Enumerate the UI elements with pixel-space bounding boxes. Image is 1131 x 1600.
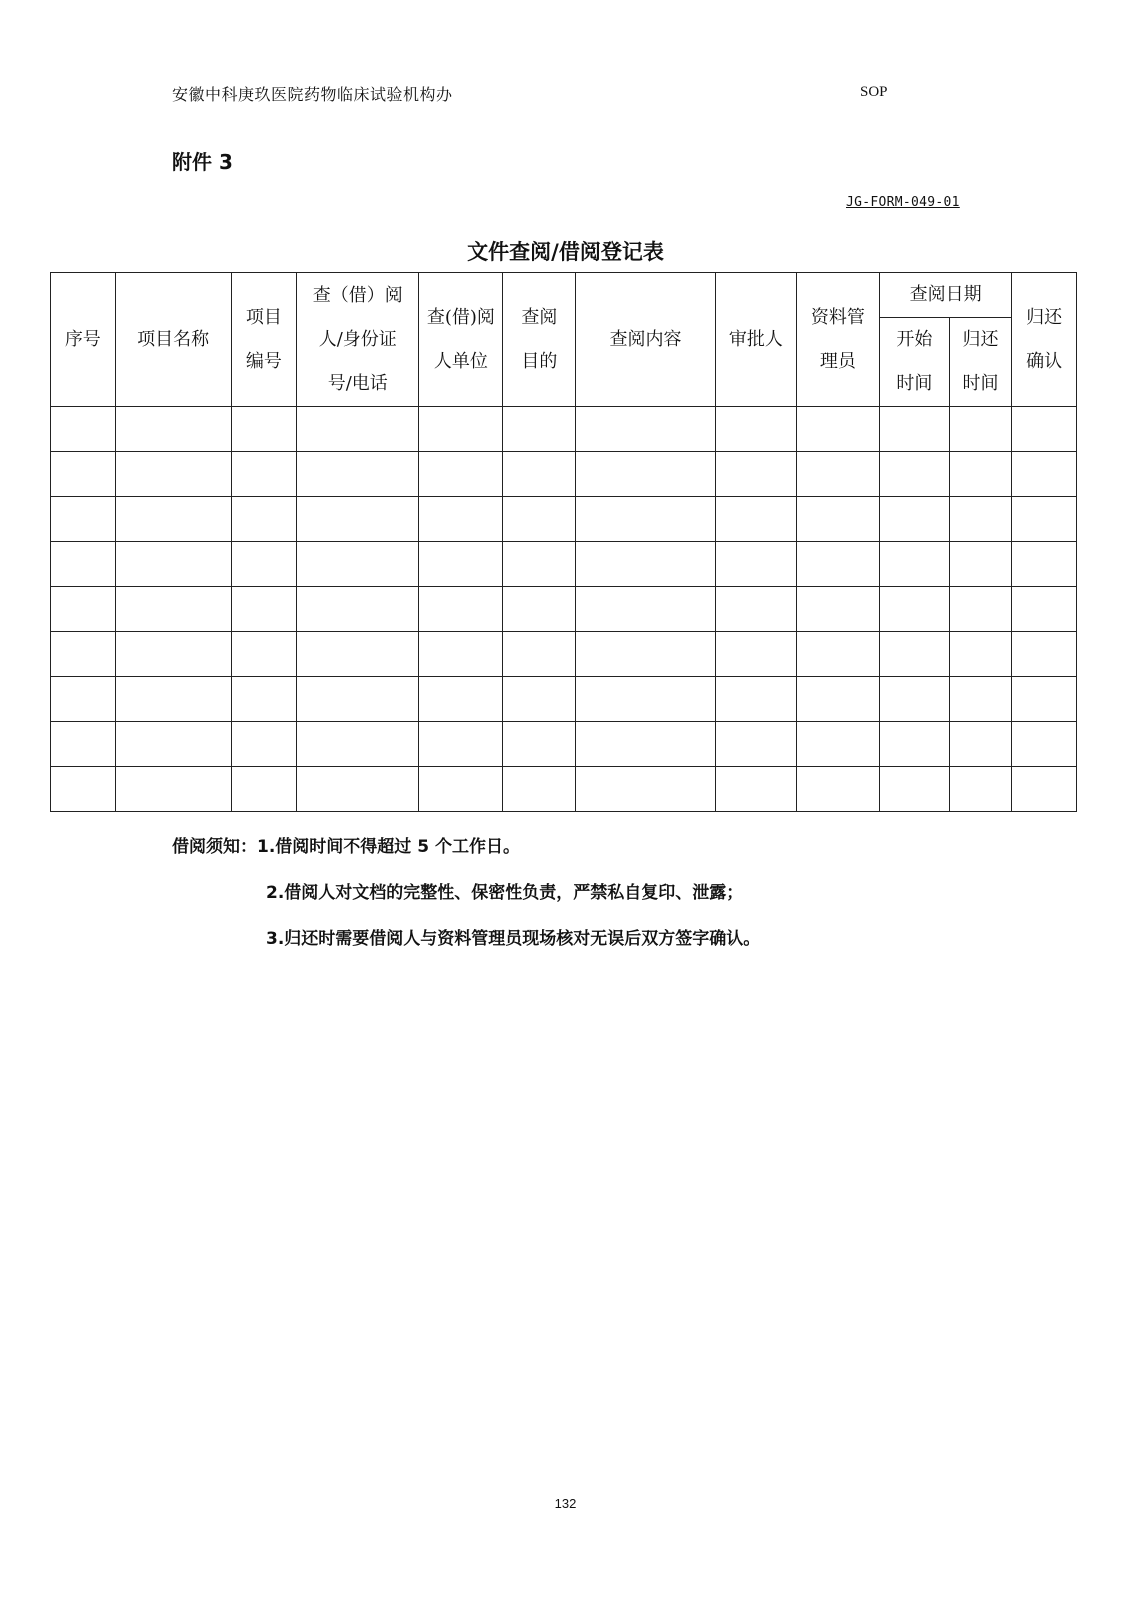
- table-cell[interactable]: [115, 767, 231, 812]
- notes-prefix: 借阅须知：: [172, 837, 257, 857]
- table-cell[interactable]: [115, 587, 231, 632]
- table-cell[interactable]: [419, 767, 503, 812]
- table-cell[interactable]: [231, 677, 297, 722]
- table-row: [51, 767, 1077, 812]
- table-row: [51, 587, 1077, 632]
- table-cell[interactable]: [796, 767, 879, 812]
- table-cell[interactable]: [297, 632, 419, 677]
- table-cell[interactable]: [715, 632, 796, 677]
- table-cell[interactable]: [419, 677, 503, 722]
- table-cell[interactable]: [503, 497, 576, 542]
- table-cell[interactable]: [231, 542, 297, 587]
- table-cell[interactable]: [715, 497, 796, 542]
- table-cell[interactable]: [1012, 722, 1077, 767]
- table-cell[interactable]: [796, 677, 879, 722]
- table-cell[interactable]: [419, 587, 503, 632]
- table-cell[interactable]: [715, 587, 796, 632]
- notes-line-1: [172, 832, 760, 878]
- form-code: JG-FORM-049-01: [846, 195, 960, 210]
- table-cell[interactable]: [51, 497, 116, 542]
- table-cell[interactable]: [949, 677, 1012, 722]
- table-cell[interactable]: [297, 452, 419, 497]
- table-cell[interactable]: [115, 452, 231, 497]
- table-cell[interactable]: [576, 407, 716, 452]
- table-cell[interactable]: [949, 767, 1012, 812]
- table-row: [51, 452, 1077, 497]
- table-cell[interactable]: [231, 452, 297, 497]
- table-cell[interactable]: [879, 722, 949, 767]
- table-cell[interactable]: [715, 677, 796, 722]
- table-cell[interactable]: [419, 722, 503, 767]
- table-cell[interactable]: [419, 542, 503, 587]
- header-date-group: 查阅日期: [879, 273, 1011, 318]
- table-cell[interactable]: [231, 407, 297, 452]
- table-cell[interactable]: [503, 407, 576, 452]
- header-start-time: 开始时间: [879, 318, 949, 407]
- table-cell[interactable]: [879, 407, 949, 452]
- table-cell[interactable]: [115, 542, 231, 587]
- table-cell[interactable]: [576, 497, 716, 542]
- table-cell[interactable]: [115, 497, 231, 542]
- header-approver: 审批人: [715, 273, 796, 407]
- header-seq: 序号: [51, 273, 116, 407]
- table-cell[interactable]: [419, 632, 503, 677]
- table-cell[interactable]: [51, 722, 116, 767]
- table-cell[interactable]: [715, 452, 796, 497]
- table-cell[interactable]: [297, 722, 419, 767]
- table-cell[interactable]: [51, 542, 116, 587]
- table-cell[interactable]: [297, 677, 419, 722]
- table-cell[interactable]: [796, 497, 879, 542]
- table-cell[interactable]: [1012, 407, 1077, 452]
- table-cell[interactable]: [1012, 767, 1077, 812]
- table-cell[interactable]: [576, 452, 716, 497]
- table-cell[interactable]: [503, 677, 576, 722]
- table-cell[interactable]: [51, 587, 116, 632]
- table-cell[interactable]: [576, 587, 716, 632]
- table-cell[interactable]: [231, 587, 297, 632]
- table-cell[interactable]: [115, 677, 231, 722]
- header-return-confirm: 归还确认: [1012, 273, 1077, 407]
- header-content: 查阅内容: [576, 273, 716, 407]
- table-cell[interactable]: [115, 407, 231, 452]
- table-cell[interactable]: [576, 767, 716, 812]
- table-cell[interactable]: [576, 632, 716, 677]
- table-row: [51, 677, 1077, 722]
- table-cell[interactable]: [1012, 452, 1077, 497]
- table-cell[interactable]: [796, 632, 879, 677]
- registration-table: [50, 272, 1077, 812]
- table-cell[interactable]: [796, 542, 879, 587]
- page-number: 132: [554, 1496, 577, 1511]
- table-cell[interactable]: [796, 452, 879, 497]
- table-cell[interactable]: [297, 497, 419, 542]
- table-cell[interactable]: [949, 632, 1012, 677]
- table-cell[interactable]: [115, 722, 231, 767]
- table-cell[interactable]: [879, 632, 949, 677]
- borrowing-notes: [172, 832, 760, 970]
- header-project-no: 项目编号: [231, 273, 297, 407]
- table-row: [51, 632, 1077, 677]
- table-cell[interactable]: [503, 587, 576, 632]
- table-cell[interactable]: [51, 452, 116, 497]
- table-cell[interactable]: [1012, 587, 1077, 632]
- table-cell[interactable]: [297, 767, 419, 812]
- table-cell[interactable]: [231, 632, 297, 677]
- table-cell[interactable]: [576, 722, 716, 767]
- table-cell[interactable]: [503, 452, 576, 497]
- header-return-time: 归还时间: [949, 318, 1012, 407]
- note-item: 1.借阅时间不得超过 5 个工作日。: [257, 837, 520, 857]
- table-cell[interactable]: [1012, 677, 1077, 722]
- table-cell[interactable]: [879, 677, 949, 722]
- table-cell[interactable]: [715, 407, 796, 452]
- header-sop: SOP: [860, 84, 888, 100]
- table-cell[interactable]: [949, 497, 1012, 542]
- table-cell[interactable]: [503, 767, 576, 812]
- table-cell[interactable]: [51, 632, 116, 677]
- table-cell[interactable]: [297, 407, 419, 452]
- table-cell[interactable]: [51, 407, 116, 452]
- table-cell[interactable]: [51, 677, 116, 722]
- table-row: [51, 497, 1077, 542]
- header-keeper: 资料管理员: [796, 273, 879, 407]
- table-cell[interactable]: [1012, 632, 1077, 677]
- table-cell[interactable]: [297, 587, 419, 632]
- table-cell[interactable]: [1012, 542, 1077, 587]
- table-cell[interactable]: [949, 452, 1012, 497]
- table-cell[interactable]: [503, 722, 576, 767]
- table-cell[interactable]: [796, 722, 879, 767]
- table-cell[interactable]: [715, 722, 796, 767]
- table-cell[interactable]: [297, 542, 419, 587]
- table-cell[interactable]: [115, 632, 231, 677]
- table-row: [51, 722, 1077, 767]
- table-cell[interactable]: [949, 722, 1012, 767]
- table-cell[interactable]: [419, 497, 503, 542]
- note-item: 2.借阅人对文档的完整性、保密性负责，严禁私自复印、泄露；: [266, 883, 744, 903]
- table-cell[interactable]: [715, 542, 796, 587]
- table-cell[interactable]: [796, 587, 879, 632]
- table-cell[interactable]: [879, 542, 949, 587]
- table-cell[interactable]: [879, 452, 949, 497]
- table-cell[interactable]: [879, 497, 949, 542]
- table-cell[interactable]: [503, 632, 576, 677]
- table-cell[interactable]: [231, 767, 297, 812]
- table-cell[interactable]: [1012, 497, 1077, 542]
- table-cell[interactable]: [503, 542, 576, 587]
- table-cell[interactable]: [419, 407, 503, 452]
- table-cell[interactable]: [796, 407, 879, 452]
- table-cell[interactable]: [949, 407, 1012, 452]
- header-borrower-unit: 查(借)阅人单位: [419, 273, 503, 407]
- table-row: [51, 542, 1077, 587]
- table-cell[interactable]: [419, 452, 503, 497]
- table-cell[interactable]: [879, 587, 949, 632]
- table-cell[interactable]: [51, 767, 116, 812]
- header-borrower-id: 查（借）阅人/身份证号/电话: [297, 273, 419, 407]
- table-cell[interactable]: [949, 587, 1012, 632]
- table-cell[interactable]: [231, 722, 297, 767]
- table-cell[interactable]: [231, 497, 297, 542]
- table-cell[interactable]: [576, 677, 716, 722]
- table-cell[interactable]: [949, 542, 1012, 587]
- table-cell[interactable]: [879, 767, 949, 812]
- table-cell[interactable]: [576, 542, 716, 587]
- header-purpose: 查阅目的: [503, 273, 576, 407]
- form-title: 文件查阅/借阅登记表: [467, 240, 664, 264]
- attachment-label: 附件 3: [172, 150, 233, 174]
- header-institution: 安徽中科庚玖医院药物临床试验机构办: [172, 85, 453, 104]
- note-item: 3.归还时需要借阅人与资料管理员现场核对无误后双方签字确认。: [266, 929, 761, 949]
- header-project-name: 项目名称: [115, 273, 231, 407]
- table-cell[interactable]: [715, 767, 796, 812]
- table-row: [51, 407, 1077, 452]
